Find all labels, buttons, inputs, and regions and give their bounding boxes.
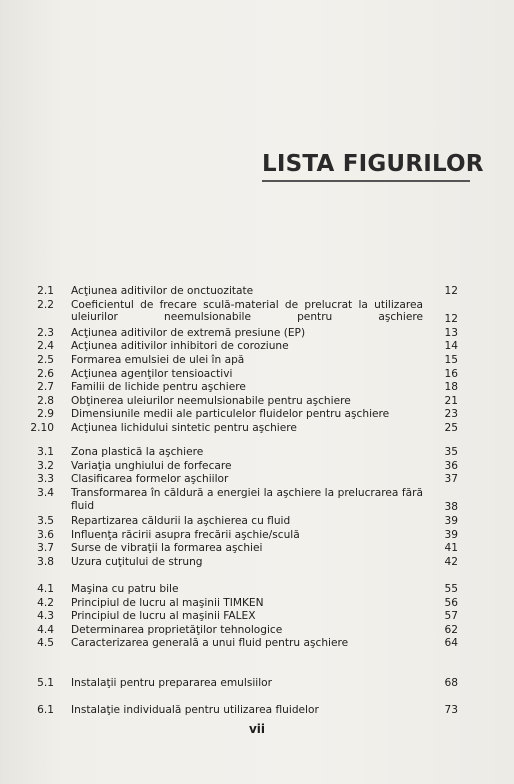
figure-page: 16 xyxy=(444,367,458,380)
figure-page: 14 xyxy=(444,340,458,353)
figure-number: 3.2 xyxy=(37,459,54,472)
figure-number: 2.4 xyxy=(37,340,54,353)
figure-caption: Maşina cu patru bile xyxy=(71,583,179,595)
figure-page: 36 xyxy=(444,459,458,472)
figure-page: 37 xyxy=(444,473,458,486)
figure-number: 2.10 xyxy=(30,422,54,434)
figure-page: 38 xyxy=(444,501,458,514)
figure-caption: Zona plastică la aşchiere xyxy=(71,446,204,458)
figure-page: 57 xyxy=(444,610,458,623)
figure-number: 2.5 xyxy=(37,354,54,366)
figure-number: 4.1 xyxy=(37,583,54,595)
figure-number: 3.3 xyxy=(37,473,54,486)
figure-number: 3.5 xyxy=(37,515,54,527)
figure-caption: Transformarea în căldură a energiei la aşchiere la prelucrarea fără fluid xyxy=(71,486,423,512)
figure-page: 55 xyxy=(444,583,458,595)
title-block xyxy=(262,150,484,182)
figure-page: 41 xyxy=(444,542,458,555)
figure-caption: Acţiunea lichidului sintetic pentru aşchiere xyxy=(71,422,297,434)
figure-page: 68 xyxy=(444,677,458,689)
figure-caption: Familii de lichide pentru aşchiere xyxy=(71,381,246,394)
figure-caption: Determinarea proprietăţilor tehnologice xyxy=(71,623,283,636)
figure-caption: Acţiunea agenţilor tensioactivi xyxy=(71,367,233,380)
figure-number: 2.1 xyxy=(37,285,54,297)
figure-caption: Principiul de lucru al maşinii FALEX xyxy=(71,610,256,623)
figure-caption: Principiul de lucru al maşinii TIMKEN xyxy=(71,596,264,609)
figure-number: 2.3 xyxy=(37,326,54,339)
figure-number: 4.5 xyxy=(37,637,54,650)
figure-page: 56 xyxy=(444,596,458,609)
page-number: vii xyxy=(248,722,266,736)
figure-number: 2.7 xyxy=(37,381,54,394)
figure-page: 13 xyxy=(444,326,458,339)
figure-page: 15 xyxy=(444,354,458,366)
figure-caption: Surse de vibraţii la formarea aşchiei xyxy=(71,542,263,555)
figure-page: 64 xyxy=(444,637,458,650)
figure-page: 12 xyxy=(444,313,458,326)
figure-page: 39 xyxy=(444,515,458,527)
figure-caption: Influenţa răcirii asupra frecării aşchie/sculă xyxy=(71,528,300,541)
figure-caption: Variaţia unghiului de forfecare xyxy=(71,459,232,472)
figure-caption: Clasificarea formelor aşchiilor xyxy=(71,473,229,486)
figure-caption: Instalaţii pentru prepararea emulsiilor xyxy=(71,677,273,689)
figure-number: 2.8 xyxy=(37,394,54,407)
figure-page: 35 xyxy=(444,446,458,458)
figure-caption: Coeficientul de frecare sculă-material de prelucrat la utilizarea uleiurilor neemulsionabile pentru aşchiere xyxy=(71,298,423,324)
figure-number: 3.6 xyxy=(37,528,54,541)
figure-caption: Caracterizarea generală a unui fluid pentru aşchiere xyxy=(71,637,349,650)
figure-number: 3.4 xyxy=(37,486,54,499)
page-title: LISTA FIGURILOR xyxy=(262,151,484,177)
figure-number: 3.1 xyxy=(37,446,54,458)
figure-caption: Uzura cuţitului de strung xyxy=(71,555,203,568)
figure-caption: Formarea emulsiei de ulei în apă xyxy=(71,354,245,366)
figure-caption: Acţiunea aditivilor de onctuozitate xyxy=(71,285,254,297)
figure-caption: Dimensiunile medii ale particulelor fluidelor pentru aşchiere xyxy=(71,408,390,421)
figure-page: 42 xyxy=(444,555,458,568)
figure-number: 3.7 xyxy=(37,542,54,555)
figure-page: 39 xyxy=(444,528,458,541)
figure-number: 2.2 xyxy=(37,298,54,311)
figure-caption: Repartizarea căldurii la aşchierea cu fluid xyxy=(71,515,291,527)
figure-caption: Acţiunea aditivilor inhibitori de coroziune xyxy=(71,340,289,353)
figure-page: 73 xyxy=(444,704,458,716)
figure-number: 2.6 xyxy=(37,367,54,380)
figure-number: 6.1 xyxy=(37,704,54,716)
figure-number: 5.1 xyxy=(37,677,54,689)
figure-page: 23 xyxy=(444,408,458,421)
figure-page: 18 xyxy=(444,381,458,394)
figure-caption: Instalaţie individuală pentru utilizarea fluidelor xyxy=(71,704,319,716)
figure-number: 4.2 xyxy=(37,596,54,609)
figure-page: 21 xyxy=(444,394,458,407)
figure-caption: Acţiunea aditivilor de extremă presiune (EP) xyxy=(71,326,306,339)
figure-page: 25 xyxy=(444,422,458,434)
figure-number: 4.3 xyxy=(37,610,54,623)
title-underline xyxy=(262,180,470,182)
figure-page: 12 xyxy=(444,285,458,297)
figure-number: 3.8 xyxy=(37,555,54,568)
figure-number: 2.9 xyxy=(37,408,54,421)
figure-page: 62 xyxy=(444,623,458,636)
figure-caption: Obţinerea uleiurilor neemulsionabile pentru aşchiere xyxy=(71,394,351,407)
figure-number: 4.4 xyxy=(37,623,54,636)
